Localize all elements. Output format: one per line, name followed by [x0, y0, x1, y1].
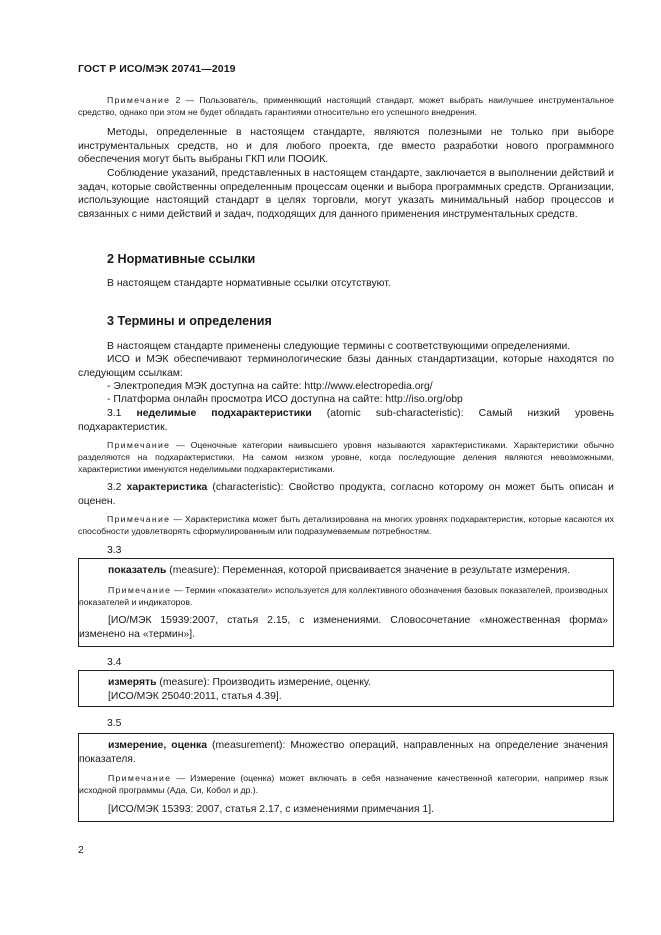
electropedia-link: - Электропедия МЭК доступна на сайте: http://www.electropedia.org/ [107, 381, 433, 392]
note-label: Примечание [108, 585, 172, 595]
term-3-4-number: 3.4 [107, 657, 122, 668]
note-text: — Оценочные категории наивысшего уровня называются характеристиками. Характеристики обычно разделяются на подхарактеристики. На самом низком уровне, когда последующие деления являются невозможными, характеристики именуются неделимыми подхарактеристиками. [78, 440, 614, 474]
document-header: ГОСТ Р ИСО/МЭК 20741—2019 [78, 63, 236, 75]
paragraph-compliance: Соблюдение указаний, представленных в настоящем стандарте, заключается в выполнении действий и задач, которые свойственны определенным процессам оценки и выбора программных средств. Организации, использующие настоящий стандарт в целях торговли, могут указать минимальный набор процессов и связанных с ними действий и задач, подходящих для данного применения инструментальных средств. [78, 168, 614, 220]
term-3-5-note [79, 772, 608, 796]
iso-obp-link: - Платформа онлайн просмотра ИСО доступна на сайте: http://iso.org/obp [107, 394, 463, 405]
note-label: Примечание [108, 773, 172, 783]
term-3-2-note [78, 513, 614, 537]
term-3-1 [78, 407, 614, 434]
paragraph-methods: Методы, определенные в настоящем стандарте, являются полезными не только при выборе инструментальных средств, но и для любого проекта, где вместо разработки нового программного обеспечения могут быть выбраны ГКП или ПООИК. [78, 127, 614, 166]
section-2-heading: 2 Нормативные ссылки [107, 252, 256, 266]
term-3-3-definition [108, 564, 608, 578]
section-3-intro: В настоящем стандарте применены следующие термины с соответствующими определениями. [107, 341, 571, 352]
section-3-heading: 3 Термины и определения [107, 314, 272, 328]
term-3-3-source: [ИО/МЭК 15939:2007, статья 2.15, с изменениями. Словосочетание «множественная форма» изменено на «термин»]. [79, 615, 608, 640]
note-label: Примечание [107, 440, 171, 450]
note-label: Примечание [107, 514, 171, 524]
term-name: измерение, оценка [108, 740, 208, 751]
term-number: 3.1 [107, 408, 137, 419]
section-2-text: В настоящем стандарте нормативные ссылки отсутствуют. [107, 278, 391, 289]
term-definition: (measure): Производить измерение, оценку. [156, 677, 371, 688]
term-3-4-box [78, 670, 614, 707]
term-name: показатель [108, 565, 167, 576]
section-3-databases: ИСО и МЭК обеспечивают терминологические базы данных стандартизации, которые находятся по следующим ссылкам: [78, 354, 614, 379]
term-3-5-number: 3.5 [107, 718, 122, 729]
term-3-4-source: [ИСО/МЭК 25040:2011, статья 4.39]. [108, 691, 282, 702]
term-3-1-note [78, 439, 614, 475]
note-text: — Измерение (оценка) может включать в себя назначение качественной категории, например язык исходной программы (Ада, Си, Кобол и др.). [79, 773, 608, 795]
term-3-3-note [79, 584, 608, 608]
term-definition: (measurement): Множество операций, направленных на определение значения показателя. [79, 740, 608, 765]
term-definition: (characteristic): Свойство продукта, согласно которому он может быть описан и оценен. [78, 482, 614, 507]
term-name: измерять [108, 677, 157, 688]
term-3-3-number: 3.3 [107, 545, 122, 556]
term-3-3-box [78, 558, 614, 647]
note-text: — Термин «показатели» используется для коллективного обозначения базовых показателей, производных показателей и индикаторов. [79, 585, 608, 607]
note-text: — Характеристика может быть детализирована на многих уровнях подхарактеристик, которые касаются их способности удовлетворять сформулированным или подразумеваемым потребностям. [78, 514, 614, 536]
term-3-4-definition [108, 676, 608, 690]
term-definition: (atomic sub-characteristic): Самый низкий уровень подхарактеристик. [78, 408, 614, 433]
term-definition: (measure): Переменная, которой присваивается значение в результате измерения. [166, 565, 571, 576]
term-number: 3.2 [107, 482, 127, 493]
term-name: характеристика [126, 482, 208, 493]
term-3-5-definition [79, 739, 608, 766]
page-number: 2 [78, 845, 84, 856]
term-3-2 [78, 481, 614, 508]
term-3-5-source: [ИСО/МЭК 15393: 2007, статья 2.17, с изменениями примечания 1]. [108, 804, 434, 815]
note-text: 2 — Пользователь, применяющий настоящий стандарт, может выбрать наилучшее инструментальное средство, однако при этом не будет обладать гарантиями относительно его успешного внедрения. [78, 95, 614, 117]
term-name: неделимые подхарактеристики [136, 408, 312, 419]
note-2 [78, 94, 614, 118]
term-3-5-box [78, 733, 614, 822]
note-label: Примечание [107, 95, 171, 105]
